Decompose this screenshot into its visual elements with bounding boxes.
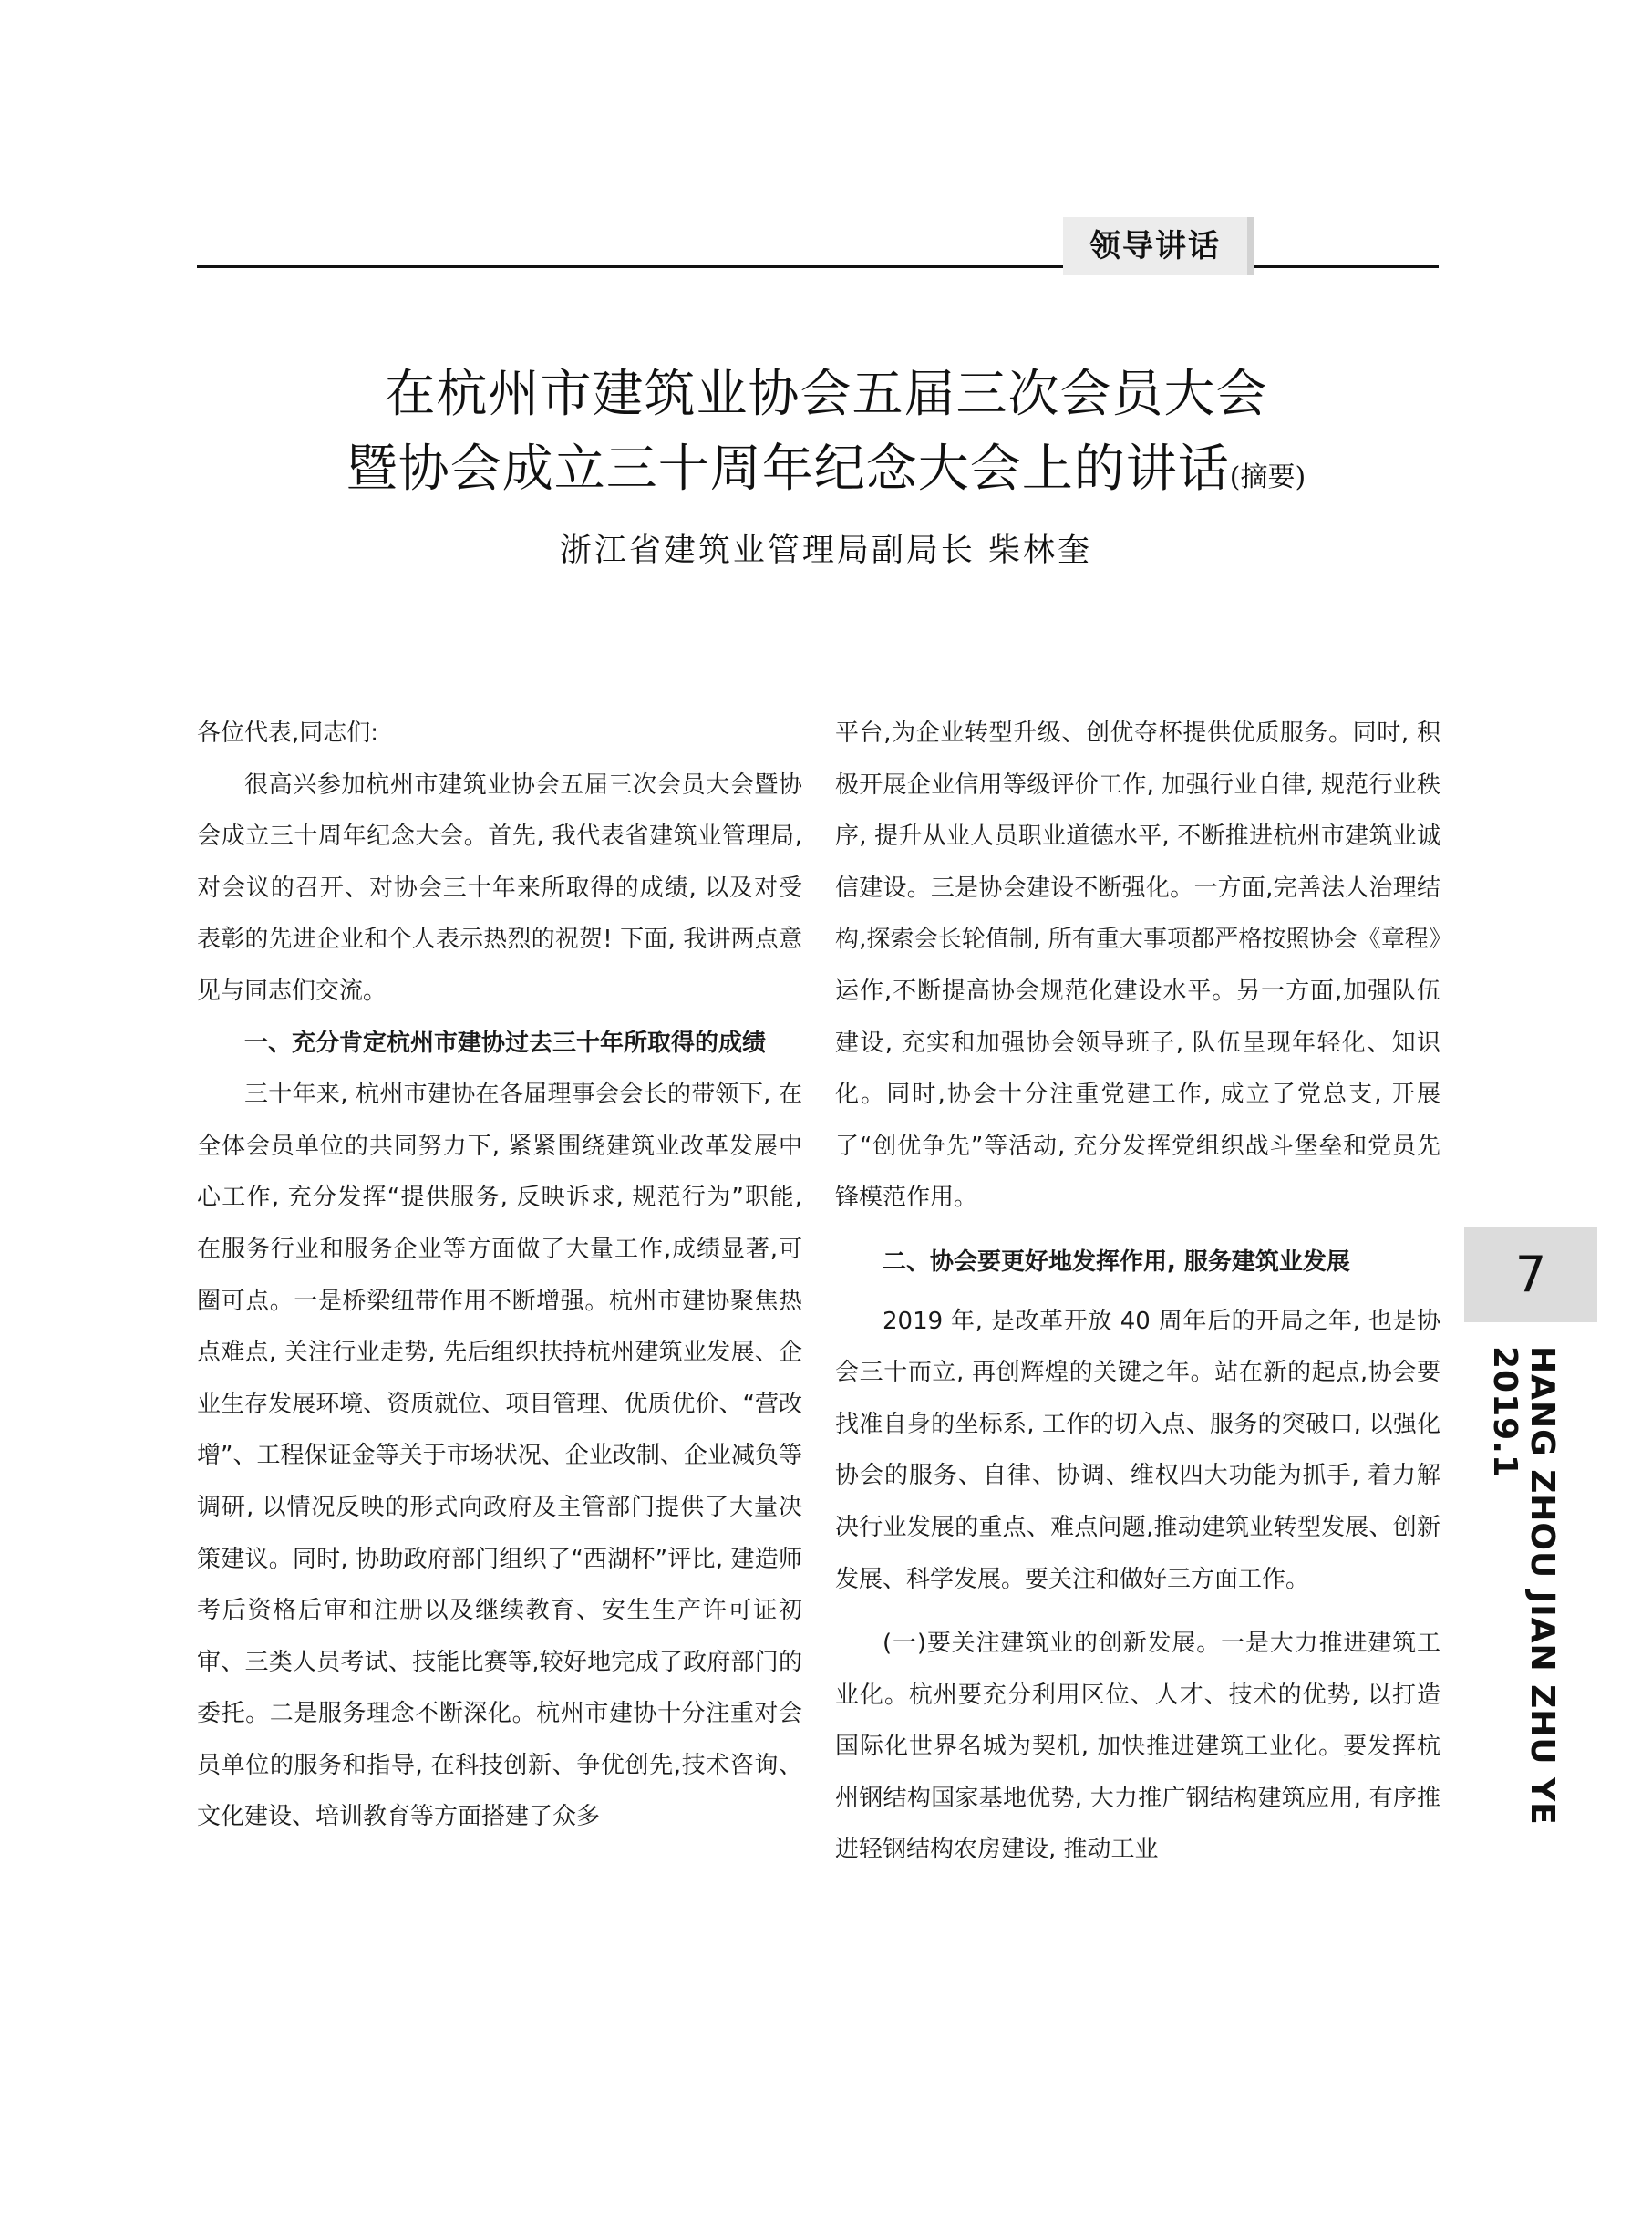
title-excerpt-note: (摘要) — [1229, 461, 1306, 493]
article-title-line2: 暨协会成立三十周年纪念大会上的讲话(摘要) — [346, 440, 1306, 499]
section-tag: 领导讲话 — [1063, 217, 1254, 275]
section-heading-1: 一、充分肯定杭州市建协过去三十年所取得的成绩 — [244, 1029, 767, 1057]
paragraph: 三十年来, 杭州市建协在各届理事会会长的带领下, 在全体会员单位的共同努力下, 紧紧围绕建筑业改革发展中心工作, 充分发挥“提供服务, 反映诉求, 规范行为”职能, 在服务行业和服务企业等方面做了大量工作,成绩显著,可圈可点。一是桥梁纽带作用不断增强。杭州市建协聚焦热点难点, 关注行业走势, 先后组织扶持杭州建筑业发展、企业生存发展环境、资质就位、项目管理、优质优价、“营改增”、工程保证金等关于市场状况、企业改制、企业减负等调研, 以情况反映的形式向政府及主管部门提供了大量决策建议。同时, 协助政府部门组织了“西湖杯”评比, 建造师考后资格后审和注册以及继续教育、安生生产许可证初审、三类人员考试、技能比赛等,较好地完成了政府部门的委托。二是服务理念不断深化。杭州市建协十分注重对会员单位的服务和指导, 在科技创新、争优创先,技术咨询、文化建设、培训教育等方面搭建了众多 — [197, 1081, 802, 1831]
right-column — [835, 708, 1440, 1876]
journal-vertical-label: HANG ZHOU JIAN ZHU YE 2019.1 — [1486, 1346, 1561, 1826]
author-line: 浙江省建筑业管理局副局长 柴林奎 — [559, 533, 1093, 569]
salutation: 各位代表,同志们: — [197, 720, 379, 747]
paragraph: (一)要关注建筑业的创新发展。一是大力推进建筑工业化。杭州要充分利用区位、人才、技术的优势, 以打造国际化世界名城为契机, 加快推进建筑工业化。要发挥杭州钢结构国家基地优势, 大力推广钢结构建筑应用, 有序推进轻钢结构农房建设, 推动工业 — [835, 1630, 1440, 1864]
paragraph-continued: 平台,为企业转型升级、创优夺杯提供优质服务。同时, 积极开展企业信用等级评价工作, 加强行业自律, 规范行业秩序, 提升从业人员职业道德水平, 不断推进杭州市建筑业诚信建设。三是协会建设不断强化。一方面,完善法人治理结构,探索会长轮值制, 所有重大事项都严格按照协会《章程》运作,不断提高协会规范化建设水平。另一方面,加强队伍建设, 充实和加强协会领导班子, 队伍呈现年轻化、知识化。同时,协会十分注重党建工作, 成立了党总支, 开展了“创优争先”等活动, 充分发挥党组织战斗堡垒和党员先锋模范作用。 — [835, 720, 1440, 1212]
paragraph: 2019 年, 是改革开放 40 周年后的开局之年, 也是协会三十而立, 再创辉煌的关键之年。站在新的起点,协会要找准自身的坐标系, 工作的切入点、服务的突破口, 以强化协会的服务、自律、协调、维权四大功能为抓手, 着力解决行业发展的重点、难点问题,推动建筑业转型发展、创新发展、科学发展。要关注和做好三方面工作。 — [835, 1307, 1440, 1593]
article-title-line1: 在杭州市建筑业协会五届三次会员大会 — [384, 365, 1268, 424]
paragraph: 很高兴参加杭州市建筑业协会五届三次会员大会暨协会成立三十周年纪念大会。首先, 我代表省建筑业管理局, 对会议的召开、对协会三十年来所取得的成绩, 以及对受表彰的先进企业和个人表示热烈的祝贺! 下面, 我讲两点意见与同志们交流。 — [197, 771, 802, 1005]
header-rule-left — [197, 265, 1063, 268]
page-number: 7 — [1464, 1227, 1597, 1322]
header-rule-right — [1254, 265, 1439, 268]
left-column — [197, 708, 802, 1843]
section-heading-2: 二、协会要更好地发挥作用, 服务建筑业发展 — [883, 1248, 1350, 1276]
